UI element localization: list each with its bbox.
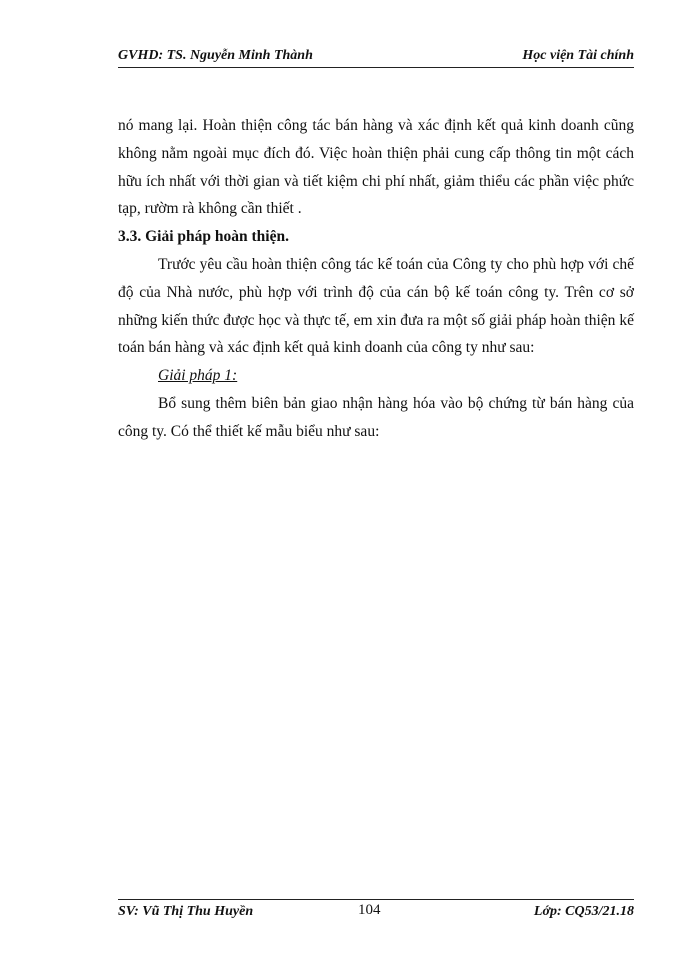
header-divider [118,67,634,68]
paragraph-requirements: Trước yêu cầu hoàn thiện công tác kế toán của Công ty cho phù hợp với chế độ của Nhà nước, phù hợp với trình độ của cán bộ kế toán công ty. Trên cơ sở những kiến thức được học và thực tế, em xin đưa ra một số giải pháp hoàn thiện kế toán bán hàng và xác định kết quả kinh doanh của công ty như sau: [118,255,634,357]
page-header [118,48,634,66]
footer-student: SV: Vũ Thị Thu Huyền [118,904,254,919]
header-supervisor: GVHD: TS. Nguyễn Minh Thành [118,48,313,63]
section-heading: 3.3. Giải pháp hoàn thiện. [118,228,289,246]
paragraph-solution-1: Bổ sung thêm biên bản giao nhận hàng hóa vào bộ chứng từ bán hàng của công ty. Có thể thiết kế mẫu biểu như sau: [118,394,634,440]
page-number: 104 [358,902,381,918]
page-footer [118,904,634,922]
document-body [118,112,634,446]
footer-class: Lớp: CQ53/21.18 [533,904,634,919]
header-institution: Học viện Tài chính [522,48,634,63]
footer-divider [118,899,634,900]
solution-label: Giải pháp 1: [158,367,238,385]
paragraph-intro: nó mang lại. Hoàn thiện công tác bán hàng và xác định kết quả kinh doanh cũng không nằm ngoài mục đích đó. Việc hoàn thiện phải cung cấp thông tin một cách hữu ích nhất với thời gian và tiết kiệm chi phí nhất, giảm thiểu các phần việc phức tạp, rườm rà không cần thiết . [118,117,634,218]
